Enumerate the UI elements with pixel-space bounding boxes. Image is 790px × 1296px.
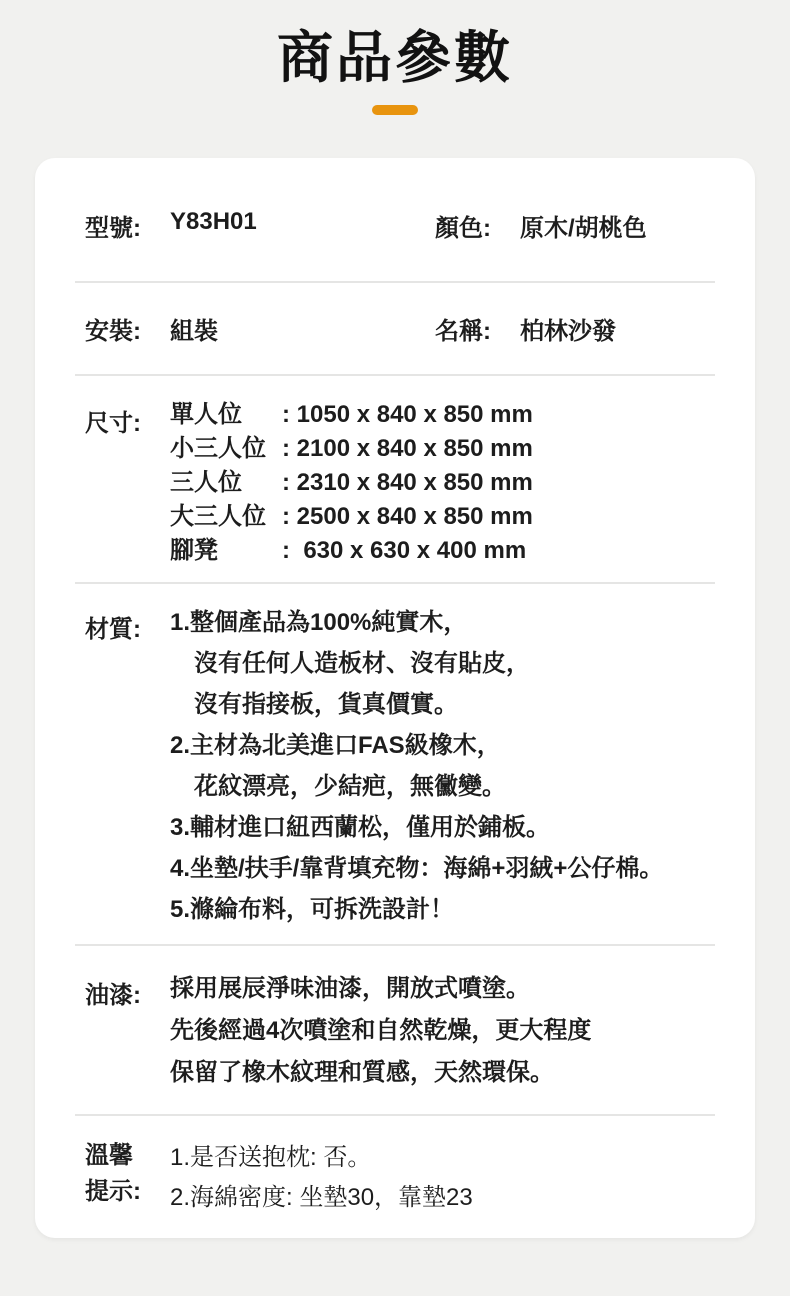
dimension-value: : 2500 x 840 x 850 mm [282, 503, 533, 531]
dimension-value: : 630 x 630 x 400 mm [282, 537, 527, 565]
dimensions-list [170, 398, 715, 568]
dimension-item [170, 500, 715, 534]
dimension-item [170, 466, 715, 500]
name-label: 名稱: [435, 318, 491, 346]
tips-line: 1.是否送抱枕: 否。 [170, 1144, 372, 1172]
dimension-name: 單人位 [170, 401, 242, 429]
tips-list [170, 1138, 715, 1218]
spec-row-paint [75, 946, 715, 1116]
dimension-value: : 2310 x 840 x 850 mm [282, 469, 533, 497]
tips-label [75, 1138, 170, 1218]
spec-row-model-color [75, 158, 715, 283]
material-line: 花紋漂亮，少結疤，無黴變。 [194, 773, 506, 801]
install-value: 組裝 [170, 318, 218, 346]
paint-label: 油漆: [85, 982, 141, 1010]
paint-line: 先後經過4次噴塗和自然乾燥，更大程度 [170, 1017, 592, 1045]
title-accent-dash [372, 105, 418, 115]
material-line: 4.坐墊/扶手/靠背填充物：海綿+羽絨+公仔棉。 [170, 855, 664, 883]
dimension-item [170, 432, 715, 466]
spec-row-dimensions [75, 376, 715, 584]
model-value: Y83H01 [170, 208, 257, 236]
tips-label-line: 溫馨 [85, 1142, 133, 1170]
dimension-item [170, 534, 715, 568]
dimension-name: 三人位 [170, 469, 242, 497]
spec-row-install-name [75, 283, 715, 376]
material-line: 5.滌綸布料，可拆洗設計！ [170, 896, 455, 924]
install-label: 安裝: [85, 318, 141, 346]
dimension-name: 小三人位 [170, 435, 266, 463]
spec-row-tips [75, 1116, 715, 1248]
paint-line: 採用展辰淨味油漆，開放式噴塗。 [170, 975, 530, 1003]
page-title: 商品參數 [277, 26, 513, 89]
material-label: 材質: [85, 616, 141, 644]
page-header [0, 0, 790, 115]
spec-row-material [75, 584, 715, 946]
install-field [85, 311, 435, 346]
dimension-value: : 1050 x 840 x 850 mm [282, 401, 533, 429]
dimensions-label: 尺寸: [85, 410, 141, 438]
dimension-name: 腳凳 [170, 537, 218, 565]
model-field [85, 208, 435, 243]
dimension-name: 大三人位 [170, 503, 266, 531]
material-line: 沒有指接板，貨真價實。 [194, 691, 458, 719]
dimension-value: : 2100 x 840 x 850 mm [282, 435, 533, 463]
color-value: 原木/胡桃色 [520, 215, 647, 243]
tips-line: 2.海綿密度: 坐墊30，靠墊23 [170, 1184, 473, 1212]
color-field [435, 208, 715, 243]
paint-line: 保留了橡木紋理和質感，天然環保。 [170, 1059, 554, 1087]
name-value: 柏林沙發 [520, 318, 616, 346]
material-line: 沒有任何人造板材、沒有貼皮， [194, 650, 530, 678]
material-line: 1.整個產品為100%純實木， [170, 609, 468, 637]
color-label: 顏色: [435, 215, 491, 243]
name-field [435, 311, 715, 346]
material-list [170, 602, 715, 930]
specs-card [35, 158, 755, 1238]
material-line: 3.輔材進口紐西蘭松，僅用於鋪板。 [170, 814, 551, 842]
dimension-item [170, 398, 715, 432]
tips-label-line: 提示: [85, 1178, 141, 1206]
model-label: 型號: [85, 215, 141, 243]
material-line: 2.主材為北美進口FAS級橡木， [170, 732, 501, 760]
paint-list [170, 968, 715, 1094]
